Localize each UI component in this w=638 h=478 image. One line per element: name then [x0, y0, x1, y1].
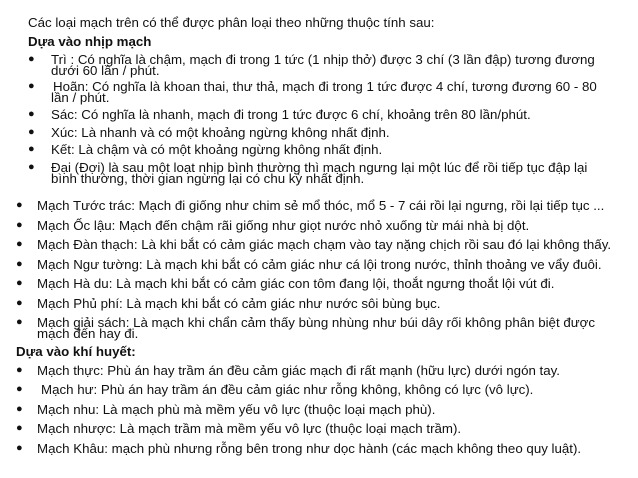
section-heading-qi-blood: Dựa vào khí huyết:: [16, 344, 136, 359]
list-item-nhuoc: Mạch nhược: Là mạch trầm mà mềm yếu vô lực (thuộc loại mạch trầm).: [37, 421, 462, 436]
intro-text: Các loại mạch trên có thể được phân loại theo những thuộc tính sau:: [28, 15, 435, 30]
list-item-xuc: Xúc: Là nhanh và có một khoảng ngừng không nhất định.: [51, 125, 390, 140]
list-item-giai-sach-line2: mạch đến hay đi.: [37, 326, 139, 341]
list-item-nhu: Mạch nhu: Là mạch phù mà mềm yếu vô lực (thuộc loại mạch phù).: [37, 402, 436, 417]
bullet-icon: ●: [16, 364, 23, 376]
bullet-icon: ●: [28, 126, 35, 138]
bullet-icon: ●: [28, 108, 35, 120]
list-item-tuoc-trac: Mạch Tước trác: Mạch đi giống như chim sẻ mổ thóc, mổ 5 - 7 cái rồi lại ngưng, rồi lại tiếp tục ...: [37, 198, 605, 213]
bullet-icon: ●: [28, 53, 35, 65]
list-item-hu: Mạch hư: Phù án hay trầm án đều cảm giác như rỗng không, không có lực (vô lực).: [41, 382, 534, 397]
bullet-icon: ●: [16, 238, 23, 250]
bullet-icon: ●: [16, 316, 23, 328]
list-item-thuc: Mạch thực: Phù án hay trầm án đều cảm giác mạch đi rất mạnh (hữu lực) dưới ngón tay.: [37, 363, 561, 378]
bullet-icon: ●: [28, 161, 35, 173]
bullet-icon: ●: [16, 258, 23, 270]
list-item-dai-line1: Đại (Đợi) là sau một loạt nhịp bình thường thì mạch ngưng lại một lúc để rồi tiếp tục đập lại: [51, 160, 588, 175]
bullet-icon: ●: [28, 143, 35, 155]
bullet-icon: ●: [28, 80, 35, 92]
bullet-icon: ●: [16, 422, 23, 434]
list-item-ha-du: Mạch Hà du: Là mạch khi bắt có cảm giác con tôm đang lội, thoắt ngưng thoắt lội vút đi.: [37, 276, 555, 291]
list-item-dai-line2: bình thường, thời gian ngừng lại có chu kỳ nhất định.: [51, 171, 365, 186]
list-item-phu-phi: Mạch Phủ phí: Là mạch khi bắt có cảm giác như nước sôi bùng bục.: [37, 296, 441, 311]
section-heading-pulse-rhythm: Dựa vào nhịp mạch: [28, 34, 152, 49]
bullet-icon: ●: [16, 383, 23, 395]
bullet-icon: ●: [16, 277, 23, 289]
list-item-giai-sach-line1: Mạch giải sách: Là mạch khi chẩn cảm thấy bùng nhùng như búi dây rối không phân biệt được: [37, 315, 596, 330]
list-item-dan-thach: Mạch Đàn thạch: Là khi bắt có cảm giác mạch chạm vào tay nặng chịch rồi sau đó lại không thấy.: [37, 237, 612, 252]
list-item-ket: Kết: Là chậm và có một khoảng ngừng không nhất định.: [51, 142, 383, 157]
list-item-hoan-line2: lần / phút.: [51, 90, 110, 105]
list-item-oc-lau: Mạch Ốc lậu: Mạch đến chậm rãi giống như giọt nước nhỏ xuống từ mái nhà bị dột.: [37, 218, 530, 233]
list-item-ngu-tuong: Mạch Ngư tường: Là mạch khi bắt có cảm giác như cá lội trong nước, thỉnh thoảng ve vẩy đuôi.: [37, 257, 602, 272]
list-item-sac: Sác: Có nghĩa là nhanh, mạch đi trong 1 tức được 6 chí, khoảng trên 80 lần/phút.: [51, 107, 531, 122]
bullet-icon: ●: [16, 219, 23, 231]
list-item-hoan-line1: Hoãn: Có nghĩa là khoan thai, thư thả, mạch đi trong 1 tức được 4 chí, tương đương 60 - 80: [53, 79, 597, 94]
list-item-khau: Mạch Khâu: mạch phù nhưng rỗng bên trong như dọc hành (các mạch không theo quy luật).: [37, 441, 582, 456]
bullet-icon: ●: [16, 442, 23, 454]
bullet-icon: ●: [16, 403, 23, 415]
list-item-tri-line2: dưới 60 lần / phút.: [51, 63, 160, 78]
list-item-tri-line1: Trì : Có nghĩa là chậm, mạch đi trong 1 tức (1 nhịp thở) được 3 chí (3 lần đập) tương đương: [51, 52, 595, 67]
bullet-icon: ●: [16, 199, 23, 211]
bullet-icon: ●: [16, 297, 23, 309]
